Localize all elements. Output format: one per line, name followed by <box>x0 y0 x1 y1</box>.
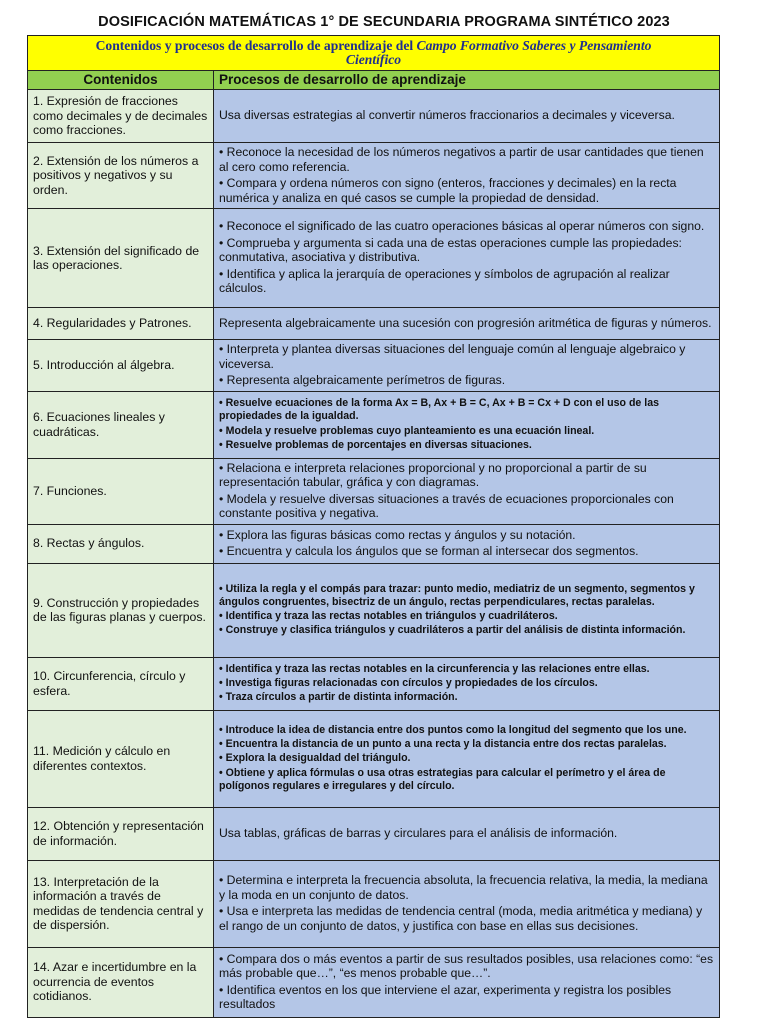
process-item: • Traza círculos a partir de distinta información. <box>219 691 458 704</box>
process-item: • Modela y resuelve diversas situaciones a través de ecuaciones proporcionales con constante positiva y negativa. <box>219 491 674 520</box>
process-cell <box>214 563 720 657</box>
table-row <box>28 563 720 657</box>
table-row <box>28 947 720 1017</box>
table-row <box>28 657 720 710</box>
process-item: • Reconoce el significado de las cuatro operaciones básicas al operar números con signo. <box>219 219 705 234</box>
process-item: • Introduce la idea de distancia entre dos puntos como la longitud del segmento que los une. <box>219 723 687 736</box>
table-row <box>28 340 720 392</box>
process-item: • Usa e interpreta las medidas de tendencia central (moda, media aritmética y mediana) y el rango de un conjunto de datos, y justifica con base en ellas sus decisiones. <box>219 904 703 933</box>
process-item: Representa algebraicamente una sucesión con progresión aritmética de figuras y números. <box>219 315 712 330</box>
content-cell: 6. Ecuaciones lineales y cuadráticas. <box>28 391 214 458</box>
content-cell: 10. Circunferencia, círculo y esfera. <box>28 657 214 710</box>
content-cell: 12. Obtención y representación de información. <box>28 807 214 860</box>
content-cell: 7. Funciones. <box>28 458 214 524</box>
content-cell: 5. Introducción al álgebra. <box>28 340 214 392</box>
content-cell: 3. Extensión del significado de las operaciones. <box>28 209 214 308</box>
process-item: • Identifica y traza las rectas notables en triángulos y cuadriláteros. <box>219 610 558 622</box>
content-cell: 11. Medición y cálculo en diferentes contextos. <box>28 710 214 807</box>
dosificacion-table <box>27 35 720 1018</box>
table-row <box>28 524 720 563</box>
table-row <box>28 807 720 860</box>
process-item: • Determina e interpreta la frecuencia absoluta, la frecuencia relativa, la media, la mediana y la moda en un conjunto de datos. <box>219 873 708 902</box>
banner-cell <box>28 36 720 71</box>
process-cell <box>214 458 720 524</box>
content-cell: 13. Interpretación de la información a través de medidas de tendencia central y de dispersión. <box>28 860 214 947</box>
header-contents: Contenidos <box>28 71 214 90</box>
process-item: • Modela y resuelve problemas cuyo planteamiento es una ecuación lineal. <box>219 424 595 437</box>
process-item: • Compara y ordena números con signo (enteros, fracciones y decimales) en la recta numérica y analiza en qué casos se cumple la propiedad de densidad. <box>219 176 677 205</box>
process-item: • Compara dos o más eventos a partir de sus resultados posibles, usa relaciones como: “es más probable que…”, “es menos probable que…”. <box>219 951 714 980</box>
process-cell <box>214 340 720 392</box>
process-item: • Interpreta y plantea diversas situaciones del lenguaje común al lenguaje algebraico y viceversa. <box>219 342 686 371</box>
content-cell: 2. Extensión de los números a positivos y negativos y su orden. <box>28 143 214 209</box>
header-processes: Procesos de desarrollo de aprendizaje <box>214 71 720 90</box>
process-item: • Identifica y traza las rectas notables en la circunferencia y las relaciones entre ellas. <box>219 662 650 675</box>
banner-text: Contenidos y procesos de desarrollo de aprendizaje del <box>95 37 417 53</box>
process-cell <box>214 947 720 1017</box>
process-cell <box>214 807 720 860</box>
table-header <box>28 71 720 90</box>
table-row <box>28 143 720 209</box>
table-row <box>28 391 720 458</box>
process-item: • Resuelve problemas de porcentajes en diversas situaciones. <box>219 438 532 451</box>
process-cell <box>214 209 720 308</box>
process-item: Usa tablas, gráficas de barras y circulares para el análisis de información. <box>219 825 618 840</box>
process-item: • Explora las figuras básicas como rectas y ángulos y su notación. <box>219 527 576 542</box>
process-item: • Explora la desigualdad del triángulo. <box>219 752 411 765</box>
process-cell <box>214 308 720 340</box>
process-item: • Identifica eventos en los que interviene el azar, experimenta y registra los posibles resultados <box>219 982 672 1011</box>
content-cell: 14. Azar e incertidumbre en la ocurrencia de eventos cotidianos. <box>28 947 214 1017</box>
content-cell: 8. Rectas y ángulos. <box>28 524 214 563</box>
process-item: • Investiga figuras relacionadas con círculos y propiedades de los círculos. <box>219 676 598 689</box>
campo-formativo-banner <box>28 36 720 71</box>
process-item: • Reconoce la necesidad de los números negativos a partir de usar cantidades que tienen al cero como referencia. <box>219 145 704 174</box>
document-title: DOSIFICACIÓN MATEMÁTICAS 1° DE SECUNDARIA PROGRAMA SINTÉTICO 2023 <box>98 14 670 30</box>
process-item: • Identifica y aplica la jerarquía de operaciones y símbolos de agrupación al realizar cálculos. <box>219 266 670 296</box>
process-item: • Encuentra la distancia de un punto a una recta y la distancia entre dos rectas paralelas. <box>219 738 667 751</box>
process-item: Usa diversas estrategias al convertir números fraccionarios a decimales y viceversa. <box>219 108 675 123</box>
table-row <box>28 308 720 340</box>
process-cell <box>214 710 720 807</box>
process-cell <box>214 860 720 947</box>
process-item: • Construye y clasifica triángulos y cuadriláteros a partir del análisis de distinta información. <box>219 624 686 637</box>
table-row <box>28 209 720 308</box>
process-item: • Obtiene y aplica fórmulas o usa otras estrategias para calcular el perímetro y el área de polígonos regulares e irregulares y del círculo. <box>219 766 666 792</box>
process-item: • Relaciona e interpreta relaciones proporcional y no proporcional a partir de su representación tabular, gráfica y con diagramas. <box>219 460 647 489</box>
process-cell <box>214 657 720 710</box>
banner-italic-1: Campo Formativo Saberes y Pensamiento <box>416 37 652 53</box>
process-item: • Representa algebraicamente perímetros de figuras. <box>219 373 506 387</box>
content-cell: 4. Regularidades y Patrones. <box>28 308 214 340</box>
process-item: • Resuelve ecuaciones de la forma Ax = B, Ax + B = C, Ax + B = Cx + D con el uso de las propiedades de la igualdad. <box>219 397 659 423</box>
table-row <box>28 710 720 807</box>
process-cell <box>214 524 720 563</box>
process-cell <box>214 90 720 143</box>
process-cell <box>214 391 720 458</box>
process-item: • Comprueba y argumenta si cada una de estas operaciones cumple las propiedades: conmutativa, asociativa y distributiva. <box>219 235 682 265</box>
process-cell <box>214 143 720 209</box>
table-row <box>28 458 720 524</box>
content-cell: 1. Expresión de fracciones como decimales y de decimales como fracciones. <box>28 90 214 143</box>
banner-italic-2: Científico <box>345 52 402 67</box>
table-row <box>28 90 720 143</box>
process-item: • Utiliza la regla y el compás para trazar: punto medio, mediatriz de un segmento, segmentos y ángulos congruentes, bisectriz de un ángulo, rectas perpendiculares, rectas paralelas. <box>219 582 695 608</box>
content-cell: 9. Construcción y propiedades de las figuras planas y cuerpos. <box>28 563 214 657</box>
table-row <box>28 860 720 947</box>
process-item: • Encuentra y calcula los ángulos que se forman al intersecar dos segmentos. <box>219 544 639 558</box>
